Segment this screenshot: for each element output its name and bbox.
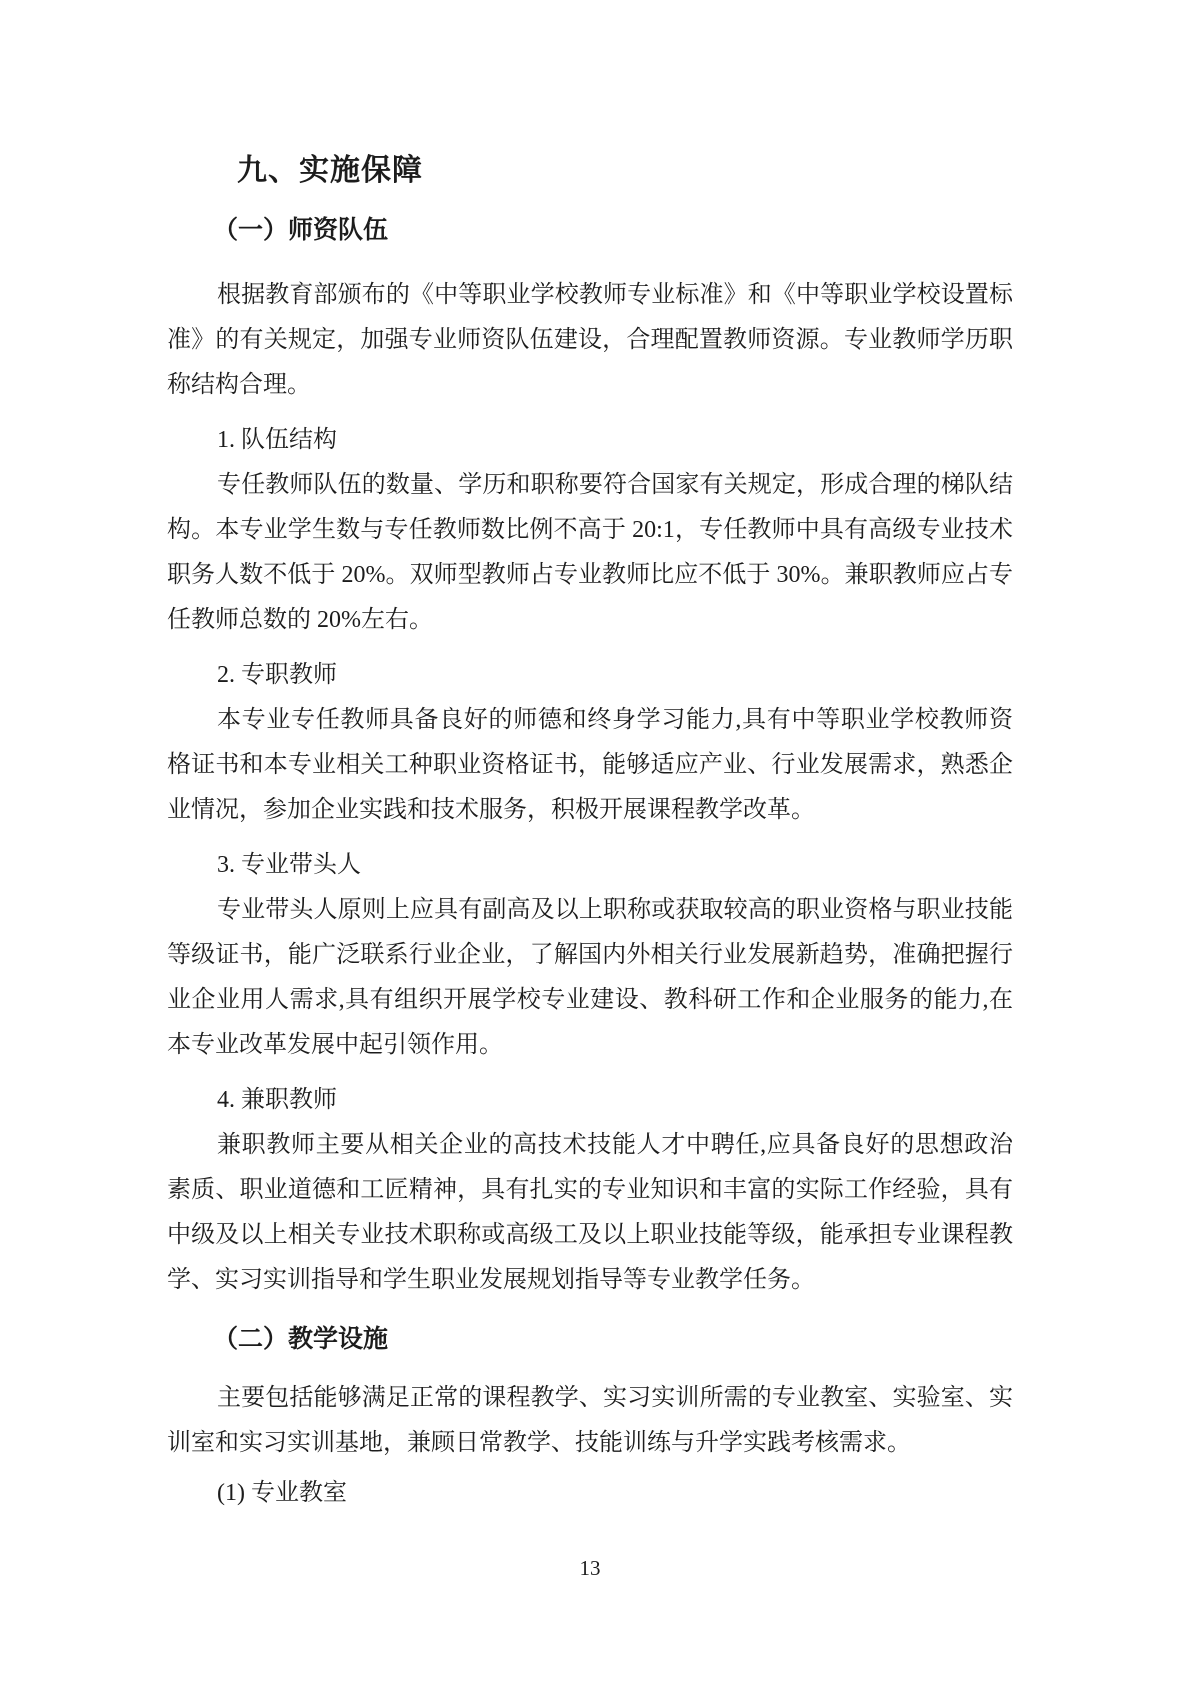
paragraph-team-structure: 专任教师队伍的数量、学历和职称要符合国家有关规定，形成合理的梯队结构。本专业学生数与专任教师数比例不高于 20:1，专任教师中具有高级专业技术职务人数不低于 20%。双师型教师占专业教师比应不低于 30%。兼职教师应占专任教师总数的 20%左右。 (167, 472, 1013, 633)
subitem-label-specialty-classroom: (1) 专业教室 (217, 1480, 347, 1506)
section-heading-teaching-facilities: （二）教学设施 (213, 1325, 389, 1353)
subitem-label-team-structure: 1. 队伍结构 (217, 427, 337, 453)
subitem-label-fulltime-teachers: 2. 专职教师 (217, 662, 337, 688)
page-number: 13 (579, 1556, 601, 1580)
paragraph-fulltime-teachers: 本专业专任教师具备良好的师德和终身学习能力,具有中等职业学校教师资格证书和本专业相关工种职业资格证书，能够适应产业、行业发展需求，熟悉企业情况，参加企业实践和技术服务，积极开展课程教学改革。 (167, 707, 1013, 823)
paragraph-staff-intro: 根据教育部颁布的《中等职业学校教师专业标准》和《中等职业学校设置标准》的有关规定，加强专业师资队伍建设，合理配置教师资源。专业教师学历职称结构合理。 (167, 282, 1013, 398)
subitem-label-specialty-leader: 3. 专业带头人 (217, 852, 361, 878)
chapter-heading: 九、实施保障 (237, 154, 423, 187)
paragraph-facilities-intro: 主要包括能够满足正常的课程教学、实习实训所需的专业教室、实验室、实训室和实习实训基地，兼顾日常教学、技能训练与升学实践考核需求。 (167, 1385, 1013, 1456)
section-heading-teaching-staff: （一）师资队伍 (213, 216, 389, 244)
page-content (167, 150, 1013, 1516)
paragraph-specialty-leader: 专业带头人原则上应具有副高及以上职称或获取较高的职业资格与职业技能等级证书，能广泛联系行业企业，了解国内外相关行业发展新趋势，准确把握行业企业用人需求,具有组织开展学校专业建设、教科研工作和企业服务的能力,在本专业改革发展中起引领作用。 (167, 897, 1013, 1058)
subitem-label-parttime-teachers: 4. 兼职教师 (217, 1087, 337, 1113)
paragraph-parttime-teachers: 兼职教师主要从相关企业的高技术技能人才中聘任,应具备良好的思想政治素质、职业道德和工匠精神，具有扎实的专业知识和丰富的实际工作经验，具有中级及以上相关专业技术职称或高级工及以上职业技能等级，能承担专业课程教学、实习实训指导和学生职业发展规划指导等专业教学任务。 (167, 1132, 1013, 1293)
